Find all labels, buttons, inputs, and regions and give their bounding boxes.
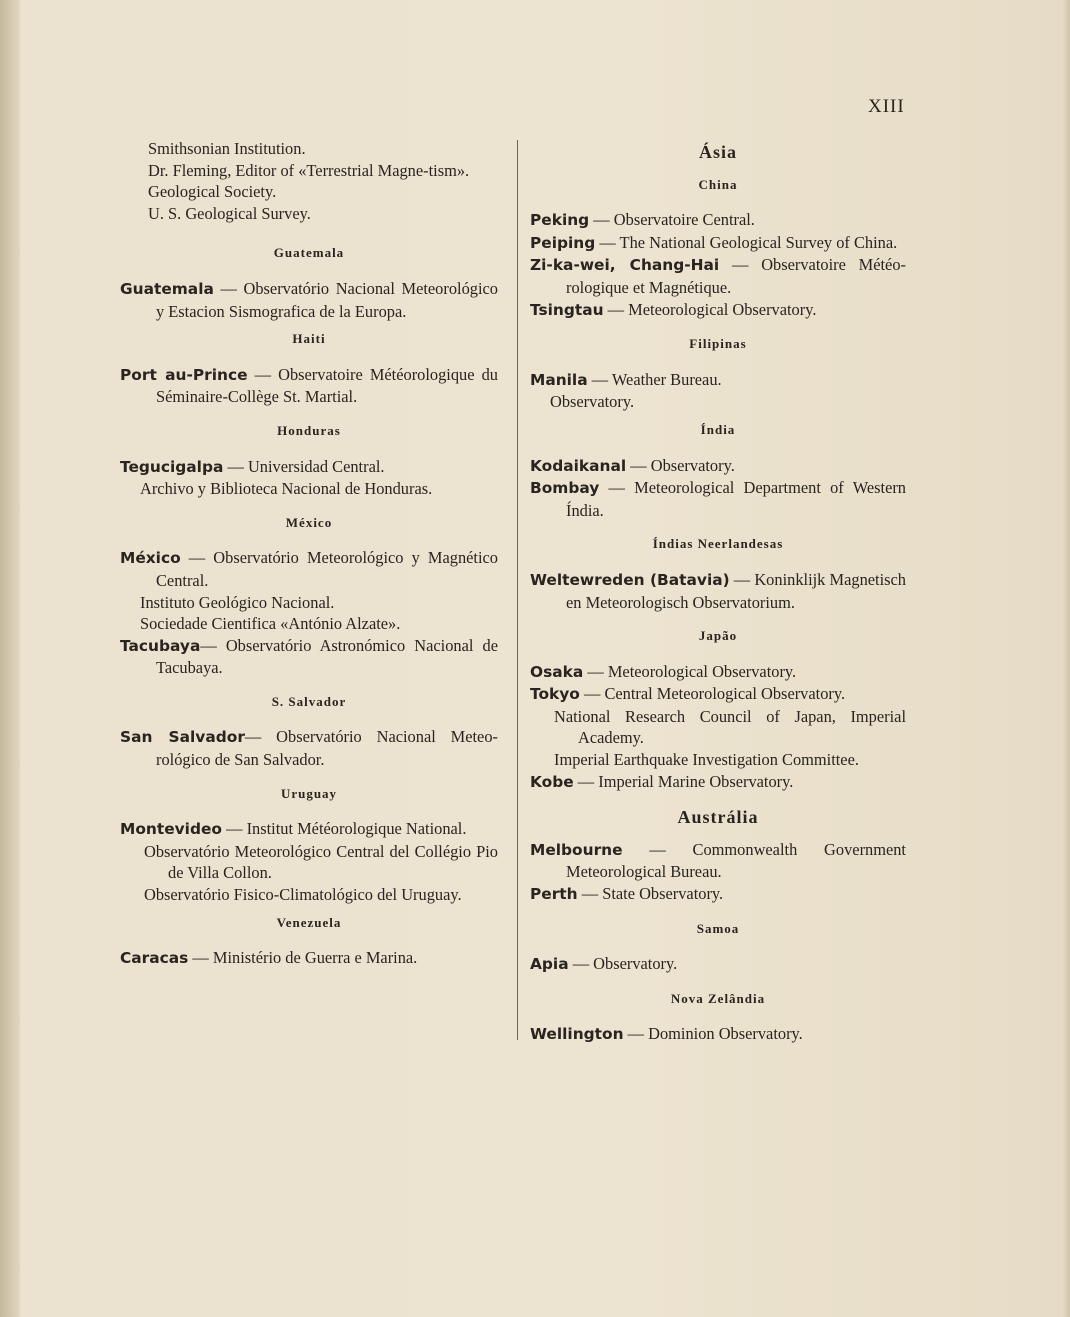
place-name: Manila (530, 370, 588, 389)
place-name: San Salvador (120, 728, 245, 747)
sub-entry: Observatório Meteorológico Central del Collégio Pio de Villa Collon. (144, 841, 498, 883)
entry (530, 254, 906, 298)
place-name: Perth (530, 885, 578, 904)
text-line: U. S. Geological Survey. (148, 203, 311, 223)
entry (530, 232, 906, 255)
place-name: Weltewreden (Batavia) (530, 570, 730, 589)
entry (530, 661, 906, 684)
entry (120, 456, 498, 479)
region-heading: Índia (700, 421, 736, 437)
text-line: Geological Society. (148, 182, 277, 202)
entry (120, 726, 498, 770)
entry (120, 818, 498, 841)
place-name: Kodaikanal (530, 456, 627, 475)
place-name: Peking (530, 211, 590, 230)
entry (530, 569, 906, 613)
entry (530, 883, 906, 906)
region-heading: Honduras (277, 422, 341, 438)
region-heading: Índias Neerlandesas (652, 536, 784, 552)
region-heading: Venezuela (276, 914, 342, 930)
sub-entry: Imperial Earthquake Investigation Committee. (554, 750, 859, 770)
place-name: Peiping (530, 233, 596, 252)
place-name: Kobe (530, 772, 574, 791)
entry (530, 455, 906, 478)
entry (120, 278, 498, 322)
text-line: Smithsonian Institution. (148, 139, 306, 158)
entry-text: — Observatório Nacional Meteorológico de San Salvador. (156, 727, 498, 770)
entry (120, 947, 498, 970)
entry (530, 299, 906, 322)
region-heading: México (285, 514, 333, 530)
entry-text: — Ministério de Guerra e Marina. (188, 948, 418, 968)
entry-text: — Observatório Meteorológico y Magnético Central. (156, 548, 498, 590)
entry (530, 477, 906, 521)
region-heading: Samoa (696, 920, 740, 936)
sub-entry: Instituto Geológico Nacional. (140, 592, 335, 612)
entry-text: — Observatory. (626, 455, 735, 475)
sub-entry: National Research Council of Japan, Imperial Academy. (554, 706, 906, 748)
place-name: Zi-ka-wei, Chang-Hai (530, 256, 720, 275)
entry (120, 364, 498, 408)
entry-text: — Meteorological Department of Western Índia. (566, 478, 906, 520)
entry-text: — Imperial Marine Observatory. (573, 771, 794, 791)
place-name: Bombay (530, 479, 600, 498)
region-heading: Haiti (292, 331, 326, 347)
entry-text: — The National Geological Survey of China. (595, 232, 898, 252)
entry-text: — Observatoire Météorologique et Magnétique. (566, 255, 906, 297)
entry (530, 369, 906, 392)
region-heading: Filipinas (689, 336, 747, 352)
entry-text: — Institut Météorologique National. (221, 819, 467, 839)
place-name: México (120, 549, 181, 568)
column-divider (517, 140, 518, 1040)
region-heading: Japão (698, 628, 738, 644)
text-line: Dr. Fleming, Editor of «Terrestrial Magne-tism». (148, 160, 470, 180)
entry-text: — Commonwealth Government Meteorological Bureau. (566, 839, 906, 882)
left-column (120, 138, 498, 970)
entry-text: — Observatório Astronómico Nacional de Tacubaya. (156, 635, 498, 678)
sub-entry: Observatory. (550, 392, 635, 412)
entry-text: — Observatoire Central. (589, 210, 755, 230)
entry-text: — Observatoire Météorologique du Séminaire-Collège St. Martial. (156, 364, 498, 407)
region-heading: Uruguay (280, 785, 338, 801)
region-heading: China (698, 176, 738, 192)
entry (530, 839, 906, 883)
entry-text: — Weather Bureau. (587, 369, 722, 389)
place-name: Melbourne (530, 840, 623, 859)
place-name: Caracas (120, 949, 189, 968)
continent-heading: Ásia (698, 142, 737, 162)
place-name: Montevideo (120, 820, 222, 839)
place-name: Tacubaya (120, 636, 201, 655)
sub-entry: Archivo y Biblioteca Nacional de Honduras. (140, 479, 433, 499)
place-name: Tokyo (530, 685, 580, 704)
entry (530, 953, 906, 976)
entry (120, 547, 498, 591)
place-name: Apia (530, 955, 569, 974)
place-name: Wellington (530, 1025, 624, 1044)
continent-heading: Austrália (677, 807, 759, 828)
place-name: Tsingtau (530, 300, 604, 319)
page-edge (1062, 0, 1070, 1317)
entry (530, 1023, 906, 1046)
entry (530, 209, 906, 232)
entry-text: — Dominion Observatory. (623, 1024, 803, 1044)
entry-text: — Meteorological Observatory. (603, 299, 817, 319)
entry-text: — Koninklijk Magnetisch en Meteorologisch Observatorium. (566, 569, 906, 612)
entry-text: — Observatório Nacional Meteorológico y Estacion Sismografica de la Europa. (156, 278, 498, 321)
right-column (530, 138, 906, 1046)
sub-entry: Sociedade Cientifica «António Alzate». (140, 614, 401, 634)
binding-edge (0, 0, 20, 1317)
region-heading: Guatemala (273, 245, 345, 261)
entry-text: — Meteorological Observatory. (583, 661, 797, 681)
region-heading: Nova Zelândia (670, 990, 766, 1006)
place-name: Port au-Prince (120, 365, 248, 384)
entry (120, 635, 498, 679)
place-name: Tegucigalpa (120, 457, 224, 476)
entry-text: — Central Meteorological Observatory. (579, 684, 846, 704)
entry (530, 771, 906, 794)
entry-text: — Universidad Central. (223, 456, 385, 476)
place-name: Guatemala (120, 279, 214, 298)
region-heading: S. Salvador (271, 693, 347, 709)
sub-entry: Observatório Fisico-Climatológico del Uruguay. (144, 885, 462, 905)
entry-text: — State Observatory. (577, 884, 724, 904)
place-name: Osaka (530, 662, 584, 681)
page-number: XIII (868, 96, 905, 117)
usa-continuation (120, 138, 498, 224)
entry (530, 683, 906, 706)
entry-text: — Observatory. (568, 954, 678, 974)
